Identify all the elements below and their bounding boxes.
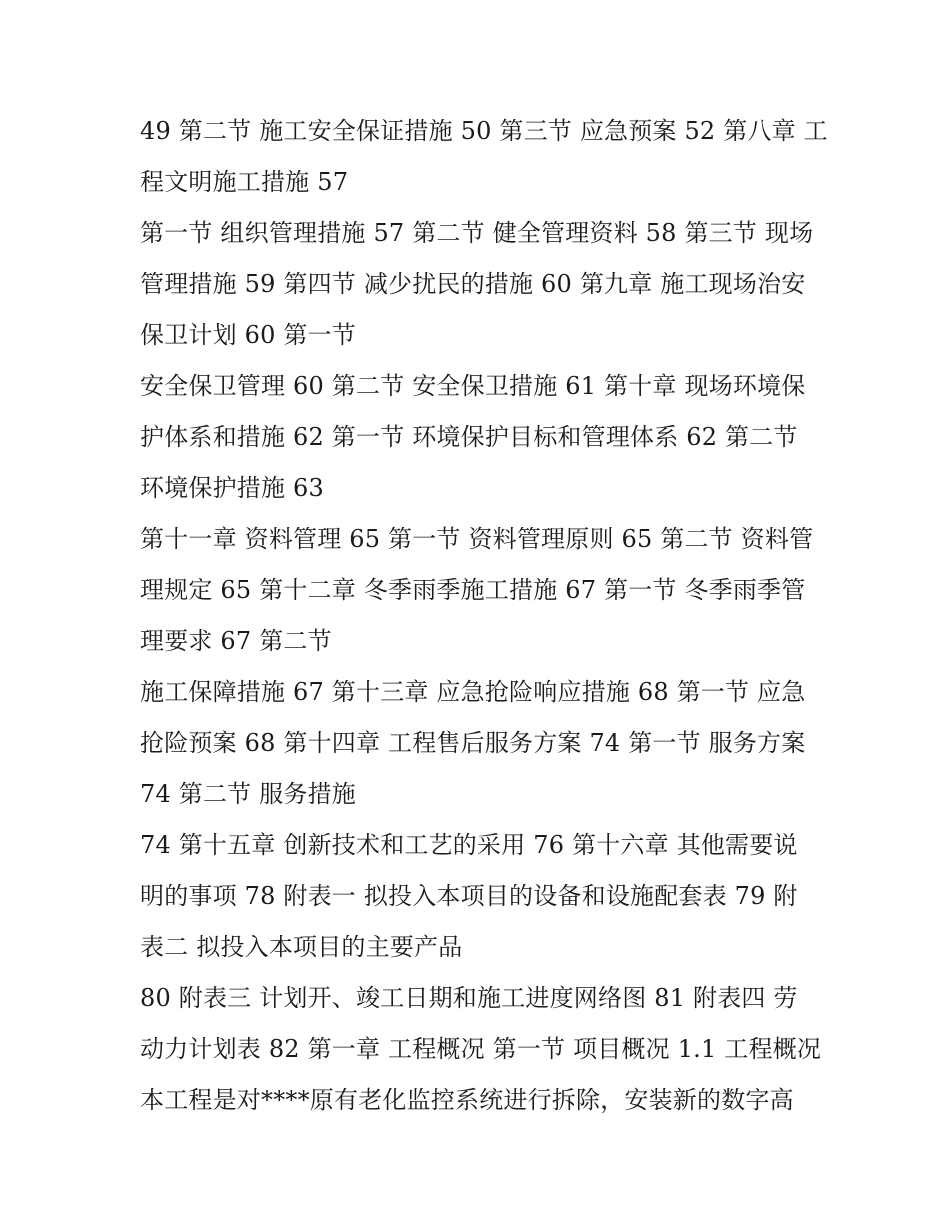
text-line-12: 施工保障措施 67 第十三章 应急抢险响应措施 68 第一节 应急 [140, 678, 806, 706]
text-line-17: 表二 拟投入本项目的主要产品 [140, 933, 463, 961]
text-line-14: 74 第二节 服务措施 [140, 780, 356, 808]
text-line-18: 80 附表三 计划开、竣工日期和施工进度网络图 81 附表四 劳 [140, 984, 798, 1012]
text-line-7: 护体系和措施 62 第一节 环境保护目标和管理体系 62 第二节 [140, 423, 798, 451]
text-line-3: 第一节 组织管理措施 57 第二节 健全管理资料 58 第三节 现场 [140, 219, 814, 247]
text-line-4: 管理措施 59 第四节 减少扰民的措施 60 第九章 施工现场治安 [140, 270, 806, 298]
text-line-19: 动力计划表 82 第一章 工程概况 第一节 项目概况 1.1 工程概况 [140, 1035, 822, 1063]
text-line-16: 明的事项 78 附表一 拟投入本项目的设备和设施配套表 79 附 [140, 882, 798, 910]
text-line-9: 第十一章 资料管理 65 第一节 资料管理原则 65 第二节 资料管 [140, 525, 814, 553]
text-line-6: 安全保卫管理 60 第二节 安全保卫措施 61 第十章 现场环境保 [140, 372, 806, 400]
text-line-13: 抢险预案 68 第十四章 工程售后服务方案 74 第一节 服务方案 [140, 729, 806, 757]
text-line-11: 理要求 67 第二节 [140, 627, 332, 655]
text-line-1: 49 第二节 施工安全保证措施 50 第三节 应急预案 52 第八章 工 [140, 117, 828, 145]
text-line-15: 74 第十五章 创新技术和工艺的采用 76 第十六章 其他需要说 [140, 831, 798, 859]
text-line-5: 保卫计划 60 第一节 [140, 321, 356, 349]
text-line-20: 本工程是对****原有老化监控系统进行拆除，安装新的数字高 [140, 1086, 794, 1114]
text-line-8: 环境保护措施 63 [140, 474, 324, 502]
document-body [140, 106, 828, 1126]
text-line-2: 程文明施工措施 57 [140, 168, 349, 196]
text-line-10: 理规定 65 第十二章 冬季雨季施工措施 67 第一节 冬季雨季管 [140, 576, 806, 604]
